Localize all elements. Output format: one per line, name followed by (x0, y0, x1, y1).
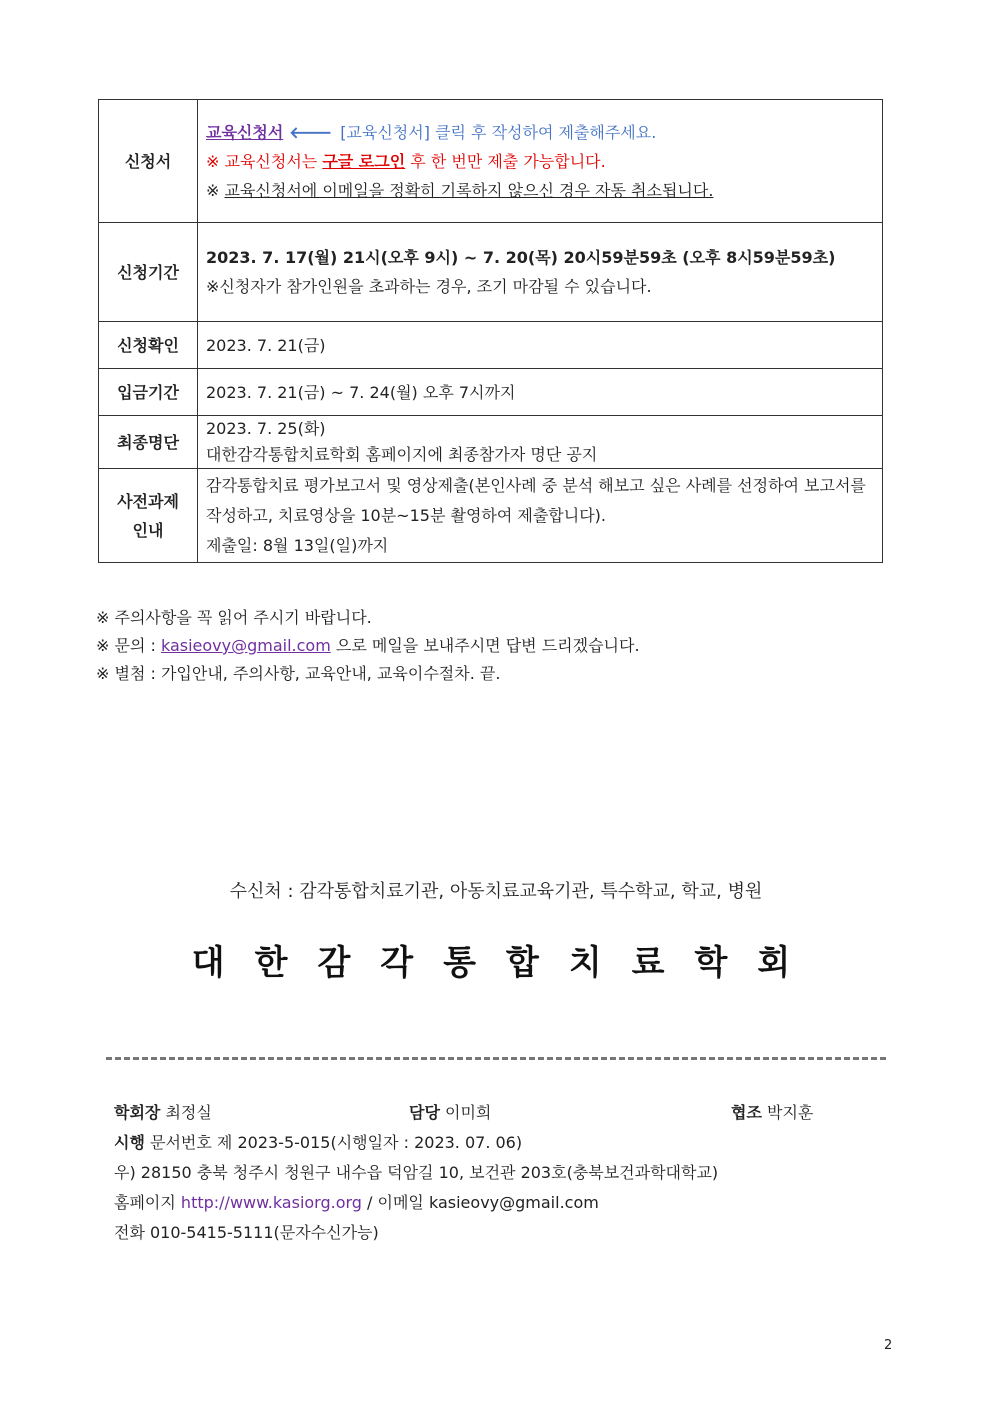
period-content (198, 223, 883, 322)
application-line-1 (206, 118, 874, 147)
application-hint: [교육신청서] 클릭 후 작성하여 제출해주세요. (340, 122, 657, 142)
application-line-3 (206, 176, 874, 205)
issue-row (114, 1128, 844, 1158)
phone-row: 전화 010-5415-5111(문자수신가능) (114, 1223, 379, 1242)
note-attachments: ※ 별첨 : 가입안내, 주의사항, 교육안내, 교육이수절차. 끝. (96, 664, 501, 683)
table-row-pretask (99, 469, 883, 563)
table-row-application (99, 100, 883, 223)
row-label-period: 신청기간 (99, 223, 198, 322)
page-number: 2 (884, 1338, 893, 1353)
table-row-period (99, 223, 883, 322)
pretask-description: 감각통합치료 평가보고서 및 영상제출(본인사례 중 분석 해보고 싶은 사례를 선정하여 보고서를 작성하고, 치료영상을 10분~15분 촬영하여 제출합니다). (206, 475, 866, 525)
manager (409, 1098, 491, 1128)
recipients: 수신처 : 감각통합치료기관, 아동치료교육기관, 특수학교, 학교, 병원 (229, 881, 763, 902)
application-form-link[interactable]: 교육신청서 (206, 122, 284, 142)
notes (96, 604, 640, 688)
final-list-date: 2023. 7. 25(화) (206, 419, 326, 438)
address-row: 우) 28150 충북 청주시 청원구 내수읍 덕암길 10, 보건관 203호(충북보건과학대학교) (114, 1163, 719, 1182)
president (114, 1103, 212, 1122)
inquiry-email-link[interactable]: kasieovy@gmail.com (160, 636, 331, 655)
row-label-pretask (99, 469, 198, 563)
final-list-content (198, 416, 883, 469)
google-login-note-post: 후 한 번만 제출 가능합니다. (405, 151, 606, 171)
footer (114, 1098, 844, 1248)
payment-value: 2023. 7. 21(금) ~ 7. 24(월) 오후 7시까지 (198, 369, 883, 416)
pretask-label-line-2: 인내 (132, 520, 164, 540)
email-cancel-note: 교육신청서에 이메일을 정확히 기록하지 않으신 경우 자동 취소됩니다. (224, 180, 714, 200)
email-separator: / 이메일 (361, 1193, 429, 1212)
president-label: 학회장 (114, 1103, 161, 1122)
footer-email[interactable]: kasieovy@gmail.com (428, 1193, 599, 1212)
inquiry-post: 으로 메일을 보내주시면 답변 드리겠습니다. (330, 636, 640, 655)
row-label-confirm: 신청확인 (99, 322, 198, 369)
application-line-2 (206, 147, 874, 176)
homepage-link[interactable]: http://www.kasiorg.org (180, 1193, 362, 1212)
row-label-payment: 입금기간 (99, 369, 198, 416)
confirm-value: 2023. 7. 21(금) (198, 322, 883, 369)
pretask-content (198, 469, 883, 563)
table-row-payment (99, 369, 883, 416)
google-login-note-pre: ※ 교육신청서는 (206, 151, 323, 171)
row-label-application: 신청서 (99, 100, 198, 223)
note-read-caution: ※ 주의사항을 꼭 읽어 주시기 바랍니다. (96, 608, 372, 627)
row-label-final-list: 최종명단 (99, 416, 198, 469)
issue-text: 문서번호 제 2023-5-015(시행일자 : 2023. 07. 06) (150, 1133, 523, 1152)
manager-label: 담당 (409, 1103, 440, 1122)
coop-name: 박지훈 (767, 1103, 814, 1122)
dashed-divider (106, 1057, 886, 1060)
note-inquiry (96, 632, 640, 660)
note-mark: ※ (206, 180, 225, 200)
table-row-final-list (99, 416, 883, 469)
application-content (198, 100, 883, 223)
period-dates: 2023. 7. 17(월) 21시(오후 9시) ~ 7. 20(목) 20시59분59초 (오후 8시59분59초) (206, 248, 836, 267)
final-list-note: 대한감각통합치료학회 홈페이지에 최종참가자 명단 공지 (206, 445, 598, 464)
inquiry-pre: ※ 문의 : (96, 636, 161, 655)
google-login-emphasis: 구글 로그인 (322, 151, 406, 171)
homepage-label: 홈페이지 (114, 1193, 176, 1212)
contact-row (114, 1188, 844, 1218)
manager-name: 이미희 (445, 1103, 492, 1122)
coop-label: 협조 (731, 1103, 762, 1122)
president-name: 최정실 (165, 1103, 212, 1122)
table-row-confirm (99, 322, 883, 369)
arrow-left-icon: 🡐 (289, 122, 333, 142)
pretask-deadline: 제출일: 8월 13일(일)까지 (206, 535, 389, 555)
society-name: 대한감각통합치료학회 (191, 943, 821, 983)
pretask-label-line-1: 사전과제 (117, 491, 179, 511)
period-note: ※신청자가 참가인원을 초과하는 경우, 조기 마감될 수 있습니다. (206, 277, 652, 296)
cooperation (731, 1098, 813, 1128)
signatories-row (114, 1098, 844, 1128)
info-table (98, 99, 883, 563)
issue-label: 시행 (114, 1133, 145, 1152)
